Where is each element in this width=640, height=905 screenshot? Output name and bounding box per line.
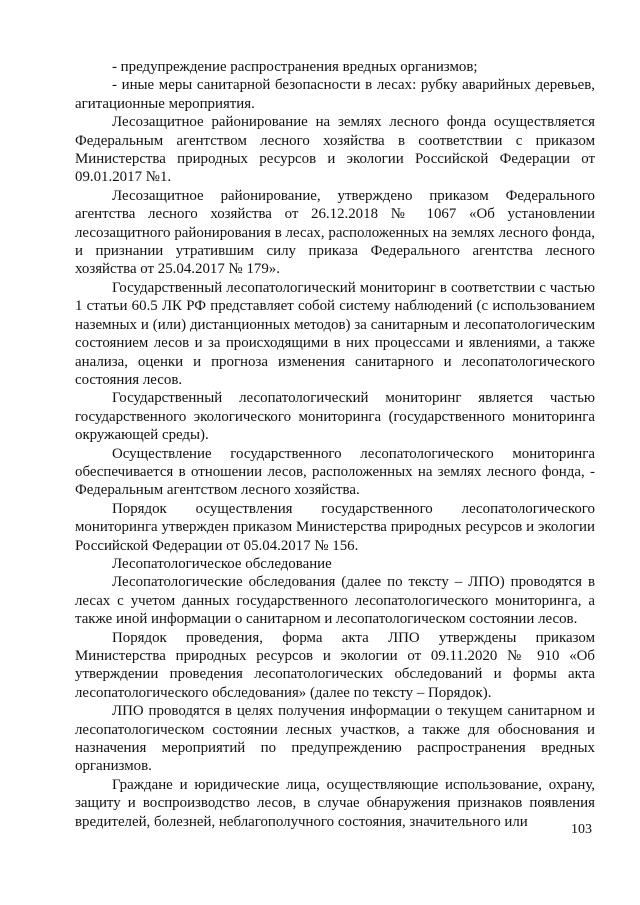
paragraph-citizens: Граждане и юридические лица, осуществляющие использование, охрану, защиту и воспроизводство лесов, в случае обнаружения признаков появления вредителей, болезней, неблагополучного состояния, значительного или <box>75 776 595 830</box>
paragraph-survey-order: Порядок проведения, форма акта ЛПО утверждены приказом Министерства природных ресурсов и экологии от 09.11.2020 № 910 «Об утверждении проведения лесопатологических обследований и формы акта лесопатологического обследования» (далее по тексту – Порядок). <box>75 629 595 701</box>
paragraph-zoning-order: Лесозащитное районирование, утверждено приказом Федерального агентства лесного хозяйства от 26.12.2018 № 1067 «Об установлении лесозащитного районирования в лесах, расположенных на землях лесного фонда, и признании утратившим силу приказа Федерального агентства лесного хозяйства от 25.04.2017 № 179». <box>75 187 595 278</box>
paragraph-monitoring-definition: Государственный лесопатологический мониторинг в соответствии с частью 1 статьи 60.5 ЛК РФ представляет собой систему наблюдений (с использованием наземных и (или) дистанционных методов) за санитарным и лесопатологическим состоянием лесов и за происходящими в них процессами и явлениями, а также анализа, оценки и прогноза изменения санитарного и лесопатологического состояния лесов. <box>75 279 595 388</box>
paragraph-zoning-authority: Лесозащитное районирование на землях лесного фонда осуществляется Федеральным агентством лесного хозяйства в соответствии с приказом Министерства природных ресурсов и экологии Российской Федерации от 09.01.2017 №1. <box>75 114 595 186</box>
paragraph-monitoring-procedure: Порядок осуществления государственного лесопатологического мониторинга утвержден приказом Министерства природных ресурсов и экологии Российской Федерации от 05.04.2017 № 156. <box>75 500 595 554</box>
paragraph-survey-definition: Лесопатологические обследования (далее по тексту – ЛПО) проводятся в лесах с учетом данных государственного лесопатологического мониторинга, а также иной информации о санитарном и лесопатологическом состоянии лесов. <box>75 574 595 628</box>
paragraph-sanitary-measures: - иные меры санитарной безопасности в лесах: рубку аварийных деревьев, агитационные мероприятия. <box>75 77 595 112</box>
document-body <box>75 58 595 831</box>
paragraph-pest-prevention: - предупреждение распространения вредных организмов; <box>112 59 478 75</box>
paragraph-survey-purpose: ЛПО проводятся в целях получения информации о текущем санитарном и лесопатологическом состоянии лесных участков, а также для обоснования и назначения мероприятий по предупреждению распространения вредных организмов. <box>75 703 595 775</box>
paragraph-monitoring-provision: Осуществление государственного лесопатологического мониторинга обеспечивается в отношении лесов, расположенных на землях лесного фонда, - Федеральным агентством лесного хозяйства. <box>75 445 595 499</box>
paragraph-monitoring-part: Государственный лесопатологический мониторинг является частью государственного экологического мониторинга (государственного мониторинга окружающей среды). <box>75 390 595 444</box>
section-heading-survey: Лесопатологическое обследование <box>112 555 332 572</box>
page-number: 103 <box>571 822 592 837</box>
